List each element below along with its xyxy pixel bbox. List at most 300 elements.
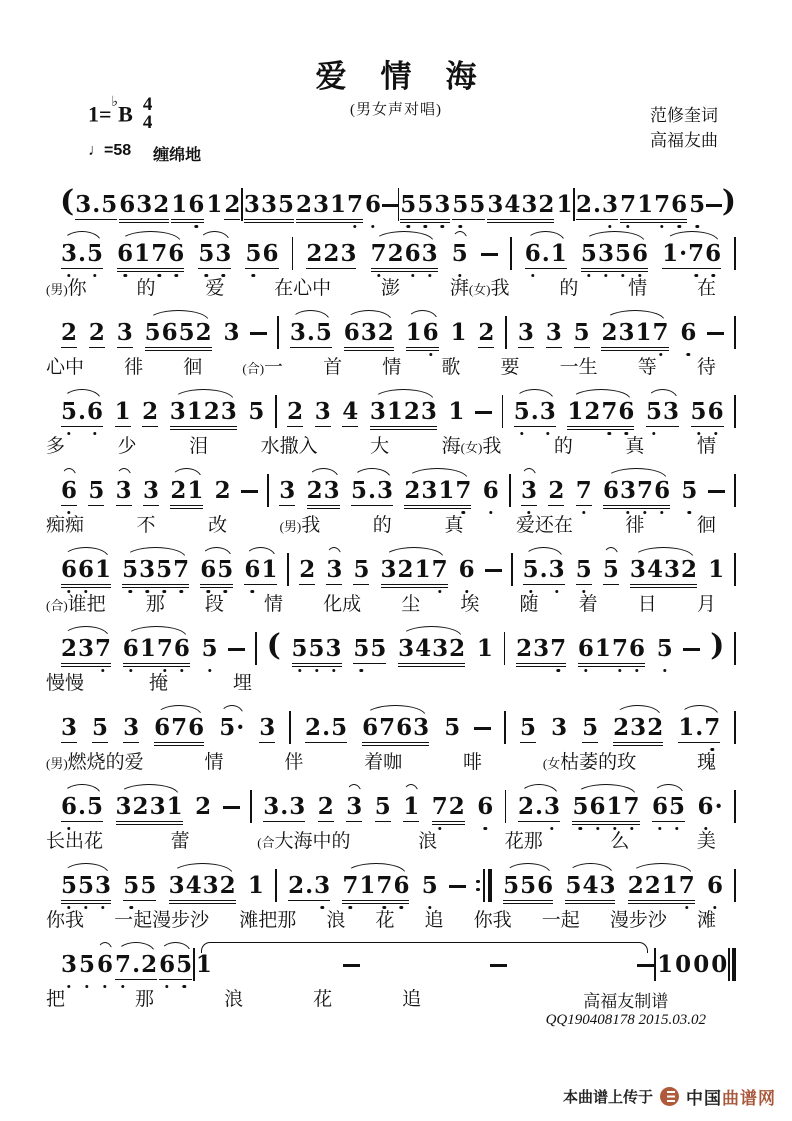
beam-line xyxy=(432,824,465,825)
note-group: 3 xyxy=(259,714,276,741)
note-group: 2 3 1 7 xyxy=(403,467,472,516)
note-group: 1 · 7 6 xyxy=(661,230,722,279)
lyric-word: 改 xyxy=(208,515,228,536)
note-group: 2 2 1 7 xyxy=(627,862,696,911)
composer: 高福友曲 xyxy=(650,130,718,150)
lyric-word: 在 xyxy=(696,278,716,299)
barline xyxy=(505,790,507,823)
note-group: 5 3 5 6 xyxy=(580,230,649,279)
beam-line xyxy=(117,271,184,272)
note-group: 6 xyxy=(365,191,382,218)
beam-line xyxy=(576,219,618,220)
beam-line xyxy=(628,900,695,901)
lyric-word: 水撒入 xyxy=(260,436,318,457)
beam-line xyxy=(516,666,566,667)
beam-line xyxy=(119,219,169,220)
lyric-word: 待 xyxy=(696,357,716,378)
speaker-label: (女) xyxy=(468,282,491,297)
note-group: 5 6 1 7 xyxy=(571,783,640,832)
lyric-line xyxy=(46,750,716,776)
note-group: 3 xyxy=(116,319,133,346)
lyric-word: 漫步沙 xyxy=(609,910,667,931)
lyric-word: 着 xyxy=(578,594,598,615)
beam-line xyxy=(342,903,409,904)
note-group: 6 xyxy=(707,872,724,899)
score-body xyxy=(0,181,792,1029)
lyric-word: 浪 xyxy=(224,989,244,1010)
beam-line xyxy=(521,505,537,506)
beam-line xyxy=(307,505,340,506)
note-group: 0 xyxy=(675,951,692,978)
beam-line xyxy=(299,584,315,585)
beam-line xyxy=(61,666,111,667)
note-group: 2 . 3 xyxy=(576,191,619,218)
beam-line xyxy=(578,663,645,664)
beam-line xyxy=(117,347,133,348)
beam-line xyxy=(61,347,77,348)
note-group: 5 6 xyxy=(690,398,724,425)
lyric-word: 爱 xyxy=(205,278,225,299)
lyric-word: 真 xyxy=(625,436,645,457)
note-group: 1 xyxy=(476,635,493,662)
beam-line xyxy=(406,350,439,351)
note-group: 3 xyxy=(551,714,568,741)
lyric-word: (女枯萎的玫 xyxy=(542,752,637,773)
beam-line xyxy=(523,584,565,585)
note-group: 6 1 7 6 xyxy=(577,625,646,674)
lyric-word: 徘 xyxy=(124,357,144,378)
dash-note xyxy=(382,204,398,207)
beam-line xyxy=(116,824,183,825)
lyric-line xyxy=(46,434,716,460)
beam-line xyxy=(170,426,237,427)
repeat-barline xyxy=(476,869,492,902)
beam-line xyxy=(143,505,159,506)
beam-line xyxy=(578,666,645,667)
note-group: 5 . 6 xyxy=(60,388,104,437)
lyric-word: 蕾 xyxy=(170,831,190,852)
beam-line xyxy=(546,347,562,348)
beam-line xyxy=(344,347,394,348)
note-group: 2 3 7 xyxy=(515,625,567,674)
beam-line xyxy=(154,742,204,743)
note-group: 3 xyxy=(279,477,296,504)
note-group: 2 2 3 xyxy=(306,240,357,267)
lyric-word: 等 xyxy=(637,357,657,378)
beam-line xyxy=(154,745,204,746)
note-group: 1 2 7 6 xyxy=(566,388,635,437)
dash-note xyxy=(228,648,245,651)
dash-note xyxy=(637,964,654,967)
lyric-word: 追 xyxy=(424,910,444,931)
beam-line xyxy=(603,584,619,585)
barline xyxy=(734,632,736,665)
dash-note xyxy=(683,648,700,651)
beam-line xyxy=(259,742,275,743)
note-group: 1 xyxy=(206,191,223,218)
note-group: 7 1 7 6 xyxy=(619,181,688,230)
note-group: 2 xyxy=(195,793,212,820)
lyric-word: 情 xyxy=(264,594,284,615)
note-group: 1 xyxy=(450,319,467,346)
note-group: 5 . 3 xyxy=(522,546,566,595)
site-logo-icon xyxy=(660,1087,679,1106)
beam-line xyxy=(198,268,231,269)
note-group: 5 xyxy=(353,556,370,583)
note-group: 2 xyxy=(299,556,316,583)
barline xyxy=(734,790,736,823)
beam-line xyxy=(245,268,278,269)
note-group: 1 xyxy=(247,872,264,899)
lyric-line xyxy=(46,908,716,934)
lyric-word: 歌 xyxy=(441,357,461,378)
tied-group xyxy=(195,941,655,990)
note-group: 4 xyxy=(342,398,359,425)
speaker-label: (合) xyxy=(46,598,68,613)
beam-line xyxy=(318,821,334,822)
note-group: 6 5 xyxy=(651,783,686,832)
lyric-word: 么 xyxy=(610,831,630,852)
note-group: 5 xyxy=(582,714,599,741)
lyric-word: 伴 xyxy=(284,752,304,773)
lyric-word: 泪 xyxy=(189,436,209,457)
note-group: 2 xyxy=(142,398,159,425)
beam-line xyxy=(581,271,648,272)
beam-line xyxy=(370,429,437,430)
note-group: 1 . 7 xyxy=(677,704,721,753)
beam-line xyxy=(61,742,77,743)
beam-line xyxy=(115,979,157,980)
lyric-word: (男)你 xyxy=(46,278,87,299)
beam-line xyxy=(61,663,111,664)
dash-note xyxy=(250,332,267,335)
note-group: 6 6 1 xyxy=(60,546,112,595)
lyric-word: 爱还在 xyxy=(515,515,573,536)
barline xyxy=(255,632,257,665)
note-group: 5 xyxy=(201,635,218,662)
beam-line xyxy=(279,505,295,506)
lyric-word: 埃 xyxy=(460,594,480,615)
beam-line xyxy=(503,900,553,901)
beam-line xyxy=(662,268,721,269)
barline xyxy=(267,474,269,507)
note-group: 3 4 3 2 xyxy=(397,625,466,674)
speaker-label: (女) xyxy=(460,440,483,455)
note-group: 5 5 xyxy=(452,191,486,218)
beam-line xyxy=(678,742,720,743)
lyric-word: (男)燃烧的爱 xyxy=(46,752,144,773)
note-group: 5 5 6 xyxy=(502,862,554,911)
beam-line xyxy=(122,584,189,585)
beam-line xyxy=(346,821,362,822)
final-barline xyxy=(728,948,736,981)
note-group: 3 4 3 2 xyxy=(629,546,698,595)
note-group: 1 xyxy=(448,398,465,425)
beam-line xyxy=(88,505,104,506)
lyric-word: 情 xyxy=(204,752,224,773)
note-group: 3 xyxy=(314,398,331,425)
lyric-word: 湃(女)我 xyxy=(449,278,510,299)
note-group: 0 xyxy=(711,951,728,978)
lyric-line xyxy=(46,276,716,302)
note-group: 1 xyxy=(402,783,420,832)
note-group: 6 5 xyxy=(199,546,234,595)
note-group: 2 3 2 xyxy=(612,704,664,753)
dash-note xyxy=(708,490,725,493)
beam-line xyxy=(525,268,567,269)
beam-line xyxy=(145,347,212,348)
arranger-credits xyxy=(546,987,706,1029)
note-group: 3 1 2 3 xyxy=(369,388,438,437)
note-group: 2 3 xyxy=(306,467,341,516)
barline xyxy=(289,711,291,744)
speaker-label: (男) xyxy=(279,519,302,534)
watermark-text: 本曲谱上传于 xyxy=(562,1089,653,1106)
note-group: 2 xyxy=(224,191,241,218)
beam-line xyxy=(307,508,340,509)
dash-note xyxy=(223,806,240,809)
lyric-word: 瑰 xyxy=(696,752,716,773)
note-group: 6 xyxy=(680,319,697,346)
barline xyxy=(275,395,277,428)
lyric-word: 日 xyxy=(637,594,657,615)
note-group: 2 3 1 7 xyxy=(600,309,669,358)
beam-line xyxy=(61,587,111,588)
dash-note xyxy=(485,569,502,572)
note-group: 2 . 5 xyxy=(305,714,348,741)
beam-line xyxy=(503,903,553,904)
lyric-word: 不 xyxy=(136,515,156,536)
lyric-word: 把 xyxy=(46,989,66,1010)
lyric-word: (合)谁把 xyxy=(46,594,106,615)
note-group: 6 3 7 6 xyxy=(602,467,671,516)
note-group: 3 xyxy=(545,319,562,346)
note-group: 7 1 7 6 xyxy=(341,862,410,911)
note-group: 3 4 3 2 xyxy=(168,862,237,911)
note-group: 2 . 3 xyxy=(288,872,331,899)
beam-line xyxy=(404,505,471,506)
beam-line xyxy=(171,222,204,223)
note-group: 5 5 3 xyxy=(60,862,112,911)
note-group: 3 xyxy=(517,319,534,346)
beam-line xyxy=(200,584,233,585)
barline xyxy=(504,711,506,744)
expression-text: 缠绵地 xyxy=(153,147,202,164)
note-group: 3 xyxy=(123,714,140,741)
barline xyxy=(287,553,289,586)
note-group: 5 . 3 xyxy=(350,467,394,516)
note-group: 3 xyxy=(345,783,363,832)
beam-line xyxy=(403,821,419,822)
lyric-word: 心中 xyxy=(46,357,85,378)
note-group: 1 xyxy=(114,398,131,425)
note-group: 1 6 xyxy=(170,181,205,230)
note-group: 1 6 xyxy=(405,309,440,358)
note-group: 5 5 3 xyxy=(291,625,343,674)
note-group: 7 2 6 3 xyxy=(370,230,439,279)
note-group: 5 3 xyxy=(645,388,680,437)
lyric-word: 的 xyxy=(559,278,579,299)
speaker-label: (合) xyxy=(242,361,265,376)
beam-line xyxy=(89,347,105,348)
beam-line xyxy=(400,222,450,223)
lyric-word: 滩把那 xyxy=(239,910,297,931)
lyric-word: 月 xyxy=(696,594,716,615)
barline xyxy=(250,790,252,823)
note-group: 5 5 xyxy=(353,635,387,662)
lyric-word: 一起漫步沙 xyxy=(114,910,210,931)
dash-note xyxy=(481,253,498,256)
key-text: 1=♭B xyxy=(88,93,133,127)
lyric-word: 着咖 xyxy=(364,752,403,773)
lyric-word: 那 xyxy=(135,989,155,1010)
beam-line xyxy=(296,219,363,220)
music-line xyxy=(60,230,736,279)
note-group: 6 1 xyxy=(243,546,278,595)
lyric-word: 情 xyxy=(382,357,402,378)
music-line xyxy=(60,546,736,595)
note-group: 5 xyxy=(374,793,391,820)
lyric-word: 澎 xyxy=(380,278,400,299)
lyric-word: 你我 xyxy=(46,910,85,931)
note-group: 6 . 5 xyxy=(60,783,104,832)
lyric-word: 花 xyxy=(375,910,395,931)
beam-line xyxy=(381,584,448,585)
note-group: 7 2 xyxy=(431,783,466,832)
beam-line xyxy=(287,426,303,427)
beam-line xyxy=(115,426,131,427)
beam-line xyxy=(170,508,203,509)
dash-note xyxy=(490,964,507,967)
beam-line xyxy=(61,505,77,506)
beam-line xyxy=(305,742,347,743)
lyric-word: 首 xyxy=(323,357,343,378)
note-group: 7 xyxy=(575,477,592,504)
parenthesis: ) xyxy=(710,628,725,663)
beam-line xyxy=(487,219,554,220)
beam-line xyxy=(296,222,363,223)
barline xyxy=(734,711,736,744)
note-group: 3 4 3 2 xyxy=(486,181,555,230)
barline xyxy=(511,553,513,586)
beam-line xyxy=(244,219,294,220)
lyric-word: 你我 xyxy=(473,910,512,931)
note-group: 3 2 3 1 xyxy=(115,783,184,832)
time-signature: 4 4 xyxy=(142,94,153,134)
lyric-word: 情 xyxy=(628,278,648,299)
lyric-word: 情 xyxy=(696,436,716,457)
beam-line xyxy=(61,268,103,269)
barline xyxy=(509,474,511,507)
note-group: 2 . 3 xyxy=(517,783,561,832)
lyric-word: 尘 xyxy=(401,594,421,615)
music-line xyxy=(60,941,736,990)
music-line xyxy=(60,309,736,358)
speaker-label: (合 xyxy=(257,835,275,850)
beam-line xyxy=(200,587,233,588)
barline xyxy=(502,395,504,428)
beam-line xyxy=(92,742,108,743)
beam-line xyxy=(691,426,724,427)
beam-line xyxy=(123,742,139,743)
note-group: 2 3 1 7 xyxy=(295,181,364,230)
barline xyxy=(292,237,294,270)
beam-line xyxy=(572,821,639,822)
lyric-line xyxy=(46,987,421,1013)
note-group: 5 5 xyxy=(123,872,157,899)
beam-line xyxy=(362,742,429,743)
beam-line xyxy=(117,268,184,269)
beam-line xyxy=(603,508,670,509)
beam-line xyxy=(159,979,192,980)
lyric-word: 掩 xyxy=(148,673,168,694)
barline xyxy=(734,395,736,428)
note-group: 5 . 3 xyxy=(513,388,557,437)
tie-arc xyxy=(201,942,649,953)
beam-line xyxy=(342,426,358,427)
beam-line xyxy=(344,350,394,351)
note-group: 3 xyxy=(61,714,78,741)
note-group: 5 xyxy=(520,714,537,741)
beam-line xyxy=(122,587,189,588)
note-group: 5 xyxy=(88,477,105,504)
beam-line xyxy=(406,347,439,348)
site-watermark xyxy=(563,1084,776,1109)
beam-line xyxy=(603,505,670,506)
note-group: 6 xyxy=(60,467,78,516)
beam-line xyxy=(75,219,117,220)
music-line xyxy=(60,862,736,911)
lyric-word: 的 xyxy=(372,515,392,536)
note-group: 5 · xyxy=(218,704,245,753)
beam-line xyxy=(404,508,471,509)
beam-line xyxy=(292,663,342,664)
lyric-word: 花那 xyxy=(504,831,543,852)
beam-line xyxy=(353,663,386,664)
beam-line xyxy=(169,900,236,901)
beam-line xyxy=(601,347,668,348)
music-line xyxy=(60,625,736,674)
barline xyxy=(277,316,279,349)
beam-line xyxy=(628,903,695,904)
beam-line xyxy=(398,663,465,664)
barline xyxy=(734,237,736,270)
lyric-word: 慢慢 xyxy=(46,673,85,694)
beam-line xyxy=(398,666,465,667)
note-group: 3 xyxy=(520,467,538,516)
barline xyxy=(505,316,507,349)
beam-line xyxy=(116,821,183,822)
beam-line xyxy=(565,903,615,904)
dash-note xyxy=(449,885,466,888)
song-subtitle: (男女声对唱) xyxy=(350,102,442,119)
barline xyxy=(734,869,736,902)
lyric-word: (男)我 xyxy=(279,515,321,536)
note-group: 2 3 7 xyxy=(60,625,112,674)
dash-note xyxy=(241,490,258,493)
lyric-line xyxy=(46,671,252,697)
beam-line xyxy=(263,821,305,822)
note-group: 5 xyxy=(602,546,620,595)
note-group: 2 xyxy=(88,319,105,346)
lyric-word: 徊 xyxy=(183,357,203,378)
lyric-word: 啡 xyxy=(462,752,482,773)
note-group: 2 xyxy=(61,319,78,346)
lyric-word: 浪 xyxy=(326,910,346,931)
barline xyxy=(275,869,277,902)
beam-line xyxy=(582,742,598,743)
note-group: 5 5 3 xyxy=(399,181,451,230)
